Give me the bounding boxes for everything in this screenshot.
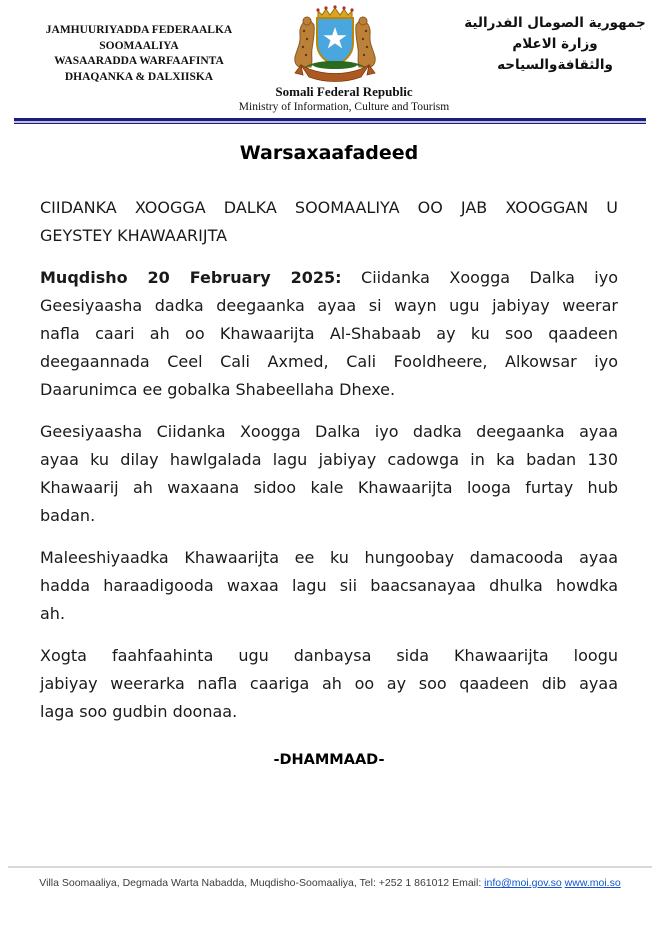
paragraph-line: badan. — [40, 506, 96, 525]
paragraph-line: Khawaarij ah waxaana sidoo kale Khawaarijta looga furtay hub — [40, 478, 618, 497]
paragraph-line: Daarunimca ee gobalka Shabeellaha Dhexe. — [40, 380, 396, 399]
ministry-name-somali — [26, 23, 252, 85]
headline-line: CIIDANKA XOOGGA DALKA SOOMAALIYA OO JAB XOOGGAN U — [40, 198, 618, 217]
paragraph-line: Xogta faahfaahinta ugu danbaysa sida Khawaarijta loogu — [40, 646, 618, 665]
header-divider — [14, 118, 646, 124]
paragraph-line: ayaa ku dilay hawlgalada lagu jabiyay cadowga in ka badan 130 — [40, 450, 618, 469]
paragraph-text: Ciidanka Xoogga Dalka iyo — [341, 268, 619, 287]
paragraph-line: hadda haraadigooda waxaa lagu sii baacsanayaa dhulka howdka — [40, 576, 618, 595]
ministry-name-arabic-line: وزارة الاعلام — [512, 36, 598, 52]
leopard-left-icon — [295, 17, 314, 67]
body-paragraph — [40, 264, 618, 404]
paragraph-line: ah. — [40, 604, 66, 623]
footer-divider — [8, 866, 652, 868]
paragraph-line: nafla caari ah oo Khawaarijta Al-Shabaab ay ku soo qaadeen — [40, 324, 618, 343]
paragraph-line: deegaannada Ceel Cali Axmed, Cali Fooldheere, Alkowsar iyo — [40, 352, 618, 371]
shield-icon — [317, 18, 353, 66]
footer-email-link[interactable]: info@moi.gov.so — [484, 877, 562, 889]
paragraph-line: Geesiyaasha dadka deegaanka ayaa si wayn ugu jabiyay weerar — [40, 296, 618, 315]
crown-icon — [316, 5, 353, 18]
page-title: Warsaxaafadeed — [239, 142, 419, 164]
ministry-name-english — [210, 84, 478, 114]
end-mark: -DHAMMAAD- — [273, 752, 385, 768]
paragraph-line: laga soo gudbin doonaa. — [40, 702, 238, 721]
body-paragraph — [40, 642, 618, 726]
document-body — [40, 142, 618, 768]
paragraph-line — [40, 264, 618, 292]
dateline-lead: Muqdisho 20 February 2025: — [40, 268, 342, 287]
somalia-coat-of-arms-icon — [287, 5, 383, 89]
footer-website-link[interactable]: www.moi.so — [564, 877, 621, 889]
body-paragraph — [40, 418, 618, 530]
paragraph-line: jabiyay weerarka nafla caariga ah oo ay soo qaadeen dib ayaa — [40, 674, 618, 693]
country-name-english: Somali Federal Republic — [275, 84, 413, 99]
leopard-right-icon — [356, 17, 375, 67]
paragraph-line: Maleeshiyaadka Khawaarijta ee ku hungoobay damacooda ayaa — [40, 548, 618, 567]
footer-contact — [0, 877, 660, 889]
ministry-name-somali-line: WASAARADDA WARFAAFINTA — [54, 55, 224, 67]
headline-line: GEYSTEY KHAWAARIJTA — [40, 226, 228, 245]
ministry-name-somali-line: DHAQANKA & DALXIISKA — [64, 70, 214, 83]
body-paragraph — [40, 544, 618, 628]
ministry-name-somali-line: SOOMAALIYA — [99, 39, 179, 52]
ministry-name-somali-line: JAMHUURIYADDA FEDERAALKA — [45, 24, 233, 36]
ministry-title-english: Ministry of Information, Culture and Tourism — [238, 101, 450, 113]
ministry-name-arabic-line: جمهورية الصومال الفدرالية — [464, 15, 646, 31]
coat-of-arms-svg — [287, 5, 383, 85]
ministry-name-arabic-line: والثقافةوالسياحه — [497, 57, 613, 73]
ministry-name-arabic — [454, 13, 656, 76]
paragraph-line: Geesiyaasha Ciidanka Xoogga Dalka iyo dadka deegaanka ayaa — [40, 422, 618, 441]
footer-address-text: Villa Soomaaliya, Degmada Warta Nabadda, Muqdisho-Soomaaliya, Tel: +252 1 861012 Email: — [39, 877, 485, 889]
headline-paragraph — [40, 194, 618, 250]
leaves-icon — [305, 61, 365, 69]
